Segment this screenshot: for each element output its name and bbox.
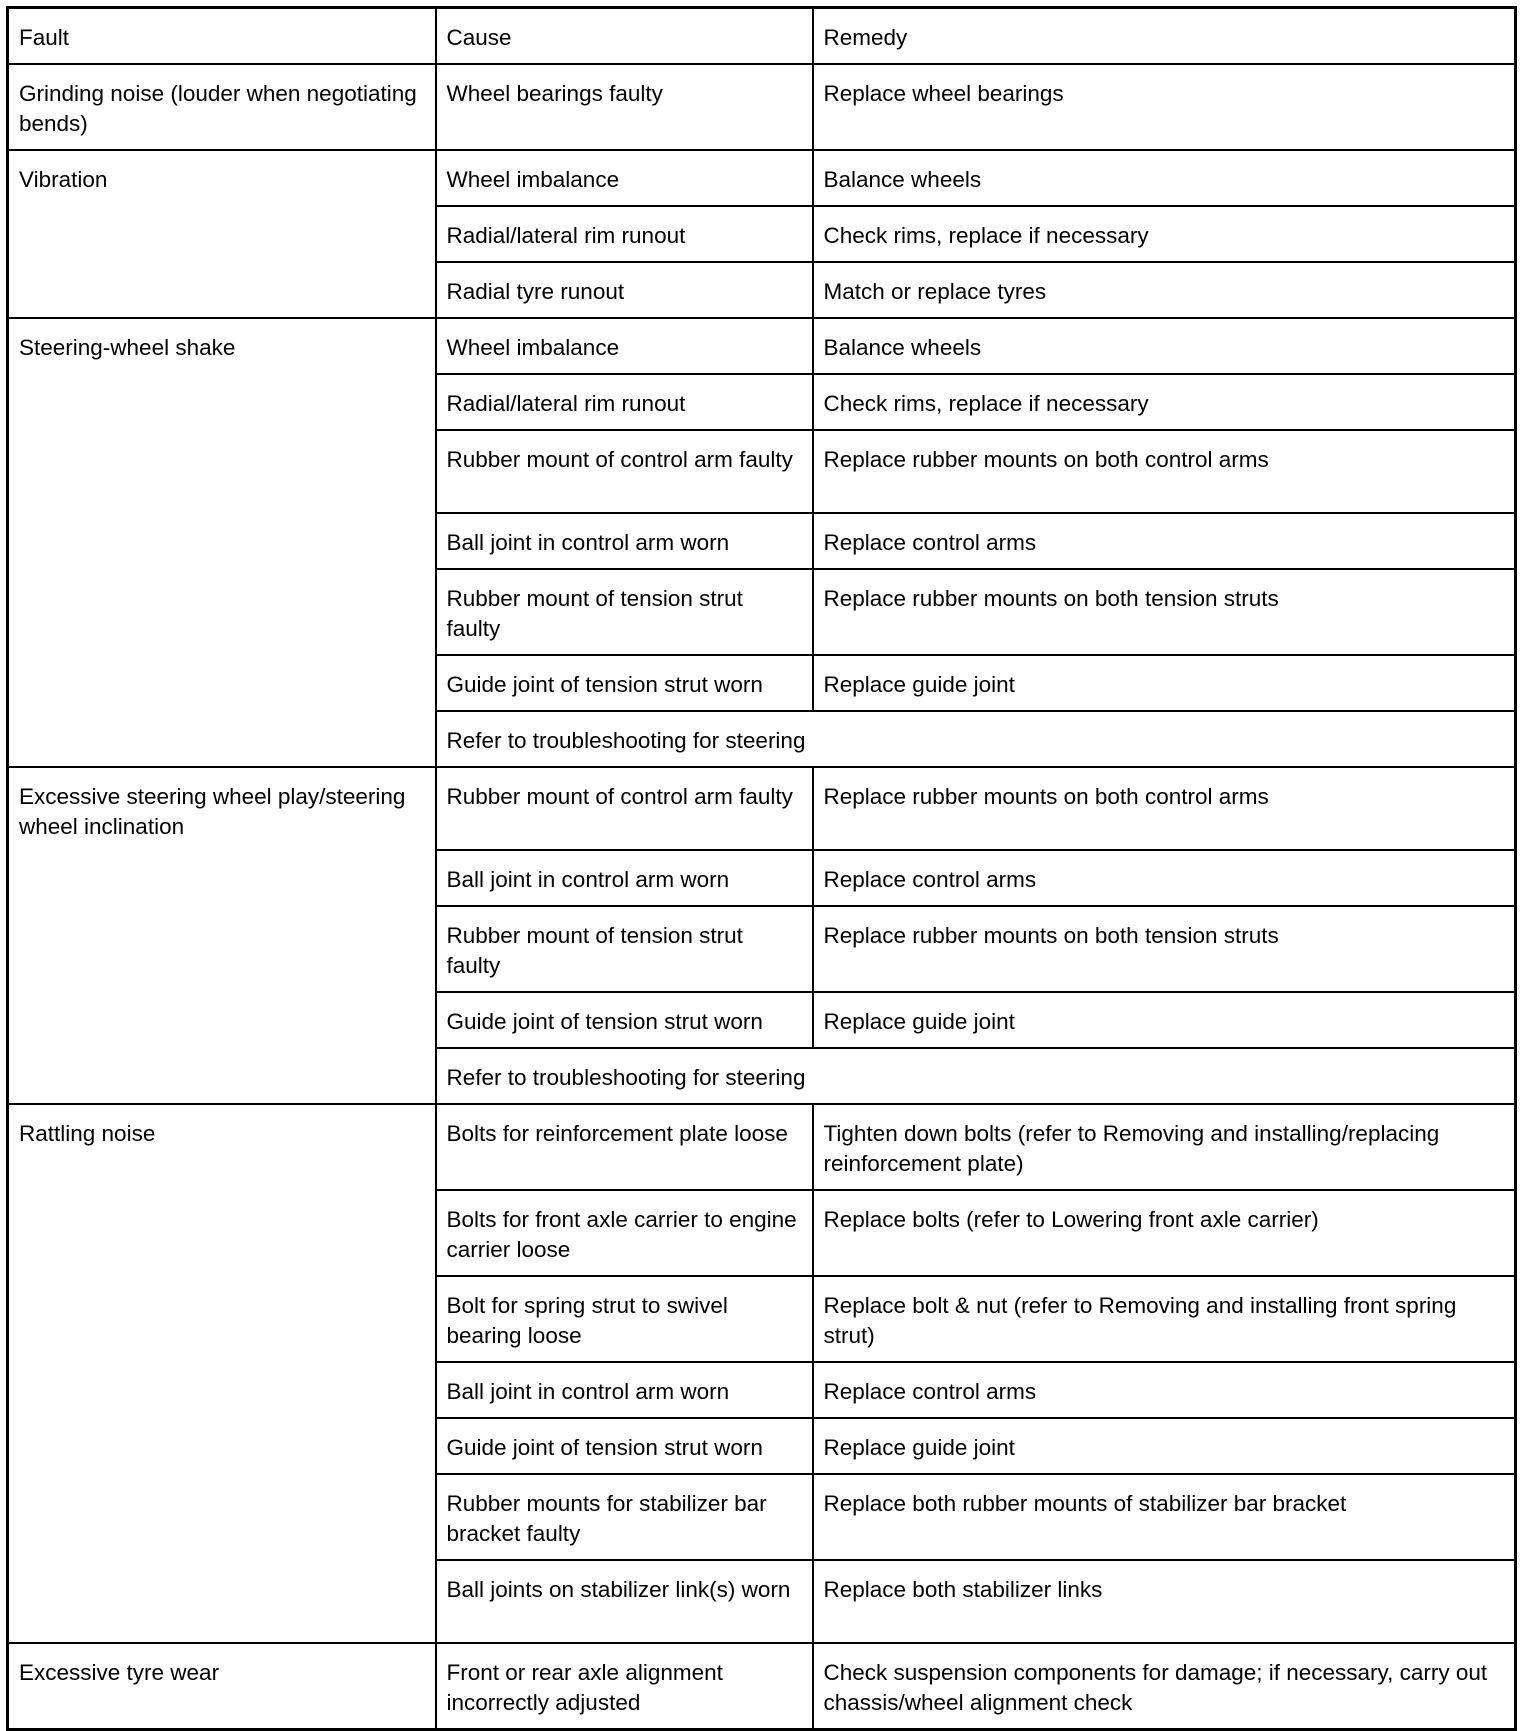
remedy-cell: Balance wheels — [813, 318, 1516, 374]
table-row — [8, 1104, 1516, 1190]
cause-cell: Ball joint in control arm worn — [436, 513, 813, 569]
cause-cell: Wheel imbalance — [436, 318, 813, 374]
cause-cell: Rubber mount of control arm faulty — [436, 767, 813, 850]
table-row — [8, 64, 1516, 150]
fault-cell: Excessive steering wheel play/steering wheel inclination — [8, 767, 436, 1104]
cause-cell: Guide joint of tension strut worn — [436, 992, 813, 1048]
remedy-cell: Replace rubber mounts on both tension struts — [813, 569, 1516, 655]
fault-cell: Grinding noise (louder when negotiating bends) — [8, 64, 436, 150]
table-row — [8, 318, 1516, 374]
cause-cell: Rubber mounts for stabilizer bar bracket faulty — [436, 1474, 813, 1560]
cause-cell: Bolt for spring strut to swivel bearing loose — [436, 1276, 813, 1362]
cause-cell: Front or rear axle alignment incorrectly adjusted — [436, 1643, 813, 1730]
cause-cell: Radial tyre runout — [436, 262, 813, 318]
remedy-cell: Check rims, replace if necessary — [813, 206, 1516, 262]
remedy-cell: Check rims, replace if necessary — [813, 374, 1516, 430]
remedy-cell: Replace rubber mounts on both control arms — [813, 430, 1516, 513]
cause-cell: Ball joint in control arm worn — [436, 1362, 813, 1418]
remedy-cell: Replace both rubber mounts of stabilizer bar bracket — [813, 1474, 1516, 1560]
table-row — [8, 767, 1516, 850]
cause-cell: Wheel imbalance — [436, 150, 813, 206]
remedy-cell: Replace rubber mounts on both tension struts — [813, 906, 1516, 992]
troubleshooting-table — [6, 6, 1517, 1731]
cause-cell: Rubber mount of tension strut faulty — [436, 906, 813, 992]
table-row — [8, 150, 1516, 206]
remedy-cell: Replace both stabilizer links — [813, 1560, 1516, 1643]
fault-column-header: Fault — [8, 8, 436, 65]
remedy-cell: Replace bolts (refer to Lowering front axle carrier) — [813, 1190, 1516, 1276]
table-row — [8, 1643, 1516, 1730]
fault-cell: Excessive tyre wear — [8, 1643, 436, 1730]
remedy-column-header: Remedy — [813, 8, 1516, 65]
cause-cell: Radial/lateral rim runout — [436, 206, 813, 262]
note-cell: Refer to troubleshooting for steering — [436, 711, 1516, 767]
note-cell: Refer to troubleshooting for steering — [436, 1048, 1516, 1104]
cause-cell: Rubber mount of tension strut faulty — [436, 569, 813, 655]
remedy-cell: Replace guide joint — [813, 1418, 1516, 1474]
remedy-cell: Tighten down bolts (refer to Removing and installing/replacing reinforcement plate) — [813, 1104, 1516, 1190]
cause-cell: Guide joint of tension strut worn — [436, 1418, 813, 1474]
remedy-cell: Replace wheel bearings — [813, 64, 1516, 150]
remedy-cell: Replace rubber mounts on both control arms — [813, 767, 1516, 850]
fault-cell: Steering-wheel shake — [8, 318, 436, 767]
remedy-cell: Replace control arms — [813, 513, 1516, 569]
cause-cell: Bolts for reinforcement plate loose — [436, 1104, 813, 1190]
remedy-cell: Match or replace tyres — [813, 262, 1516, 318]
fault-cell: Rattling noise — [8, 1104, 436, 1643]
remedy-cell: Balance wheels — [813, 150, 1516, 206]
remedy-cell: Replace guide joint — [813, 992, 1516, 1048]
remedy-cell: Replace control arms — [813, 850, 1516, 906]
cause-cell: Rubber mount of control arm faulty — [436, 430, 813, 513]
cause-cell: Wheel bearings faulty — [436, 64, 813, 150]
cause-cell: Bolts for front axle carrier to engine carrier loose — [436, 1190, 813, 1276]
remedy-cell: Replace guide joint — [813, 655, 1516, 711]
fault-cell: Vibration — [8, 150, 436, 318]
cause-cell: Ball joints on stabilizer link(s) worn — [436, 1560, 813, 1643]
header-row — [8, 8, 1516, 65]
cause-cell: Guide joint of tension strut worn — [436, 655, 813, 711]
remedy-cell: Replace control arms — [813, 1362, 1516, 1418]
remedy-cell: Check suspension components for damage; if necessary, carry out chassis/wheel alignment check — [813, 1643, 1516, 1730]
troubleshooting-table-container — [6, 6, 1514, 1715]
remedy-cell: Replace bolt & nut (refer to Removing and installing front spring strut) — [813, 1276, 1516, 1362]
cause-cell: Radial/lateral rim runout — [436, 374, 813, 430]
cause-cell: Ball joint in control arm worn — [436, 850, 813, 906]
cause-column-header: Cause — [436, 8, 813, 65]
